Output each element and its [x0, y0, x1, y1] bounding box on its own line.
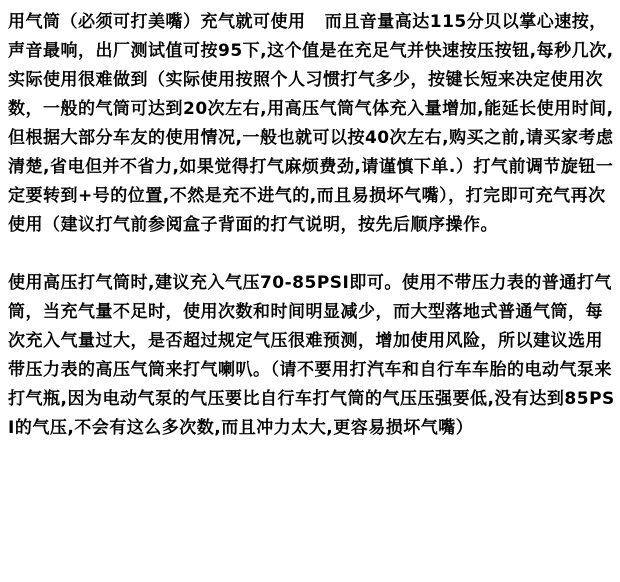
paragraph-high-pressure-pump-advice: 使用高压打气筒时,建议充入气压70-85PSI即可。使用不带压力表的普通打气筒，当充气量不足时，使用次数和时间明显减少，而大型落地式普通气筒，每次充入气量过大，是否超过规定气压很难预测，增加使用风险，所以建议选用带压力表的高压气筒来打气喇叭。（请不要用打汽车和自行车车胎的电动气泵来打气瓶,因为电动气泵的气压要比自行车打气筒的气压压强要低,没有达到85PSI的气压,不会有这么多次数,而且冲力太大,更容易损坏气嘴） [8, 273, 615, 438]
paragraph-usage-instructions: 用气筒（必须可打美嘴）充气就可使用 而且音量高达115分贝以掌心速按，声音最响，出厂测试值可按95下,这个值是在充足气并快速按压按钮,每秒几次,实际使用很难做到（实际使用按照个人习惯打气多少，按键长短来决定使用次数，一般的气筒可达到20次左右,用高压气筒气体充入量增加,能延长使用时间,但根据大部分车友的使用情况,一般也就可以按40次左右,购买之前,请买家考虑清楚,省电但并不省力,如果觉得打气麻烦费劲,请谨慎下单.）打气前调节旋钮一定要转到+号的位置,不然是充不进气的,而且易损坏气嘴），打完即可充气再次使用（建议打气前参阅盒子背面的打气说明，按先后顺序操作。 [8, 12, 614, 235]
document-body [8, 8, 616, 443]
